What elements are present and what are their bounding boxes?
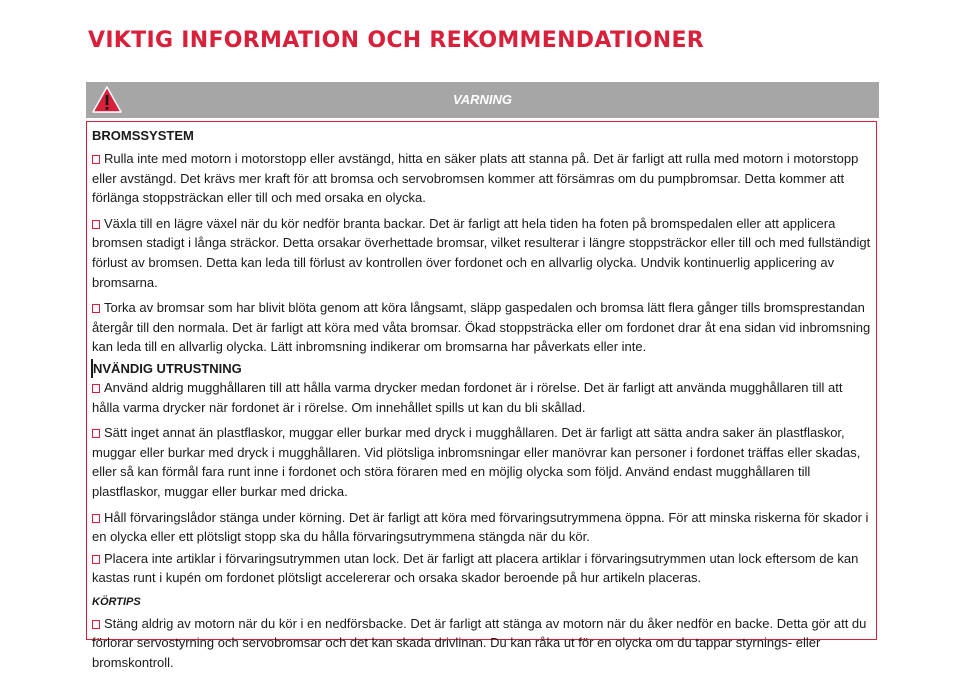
list-item: Torka av bromsar som har blivit blöta genom att köra långsamt, släpp gaspedalen och bromsa lätt flera gånger tills bromsprestandan återgår till den normala. Det är farligt att köra med våta bromsar. Ökad stoppsträcka eller om fordonet drar åt ena sidan vid inbromsning kan leda till en allvarlig olycka. Lätt inbromsning indikerar om bromsarna har påverkats eller inte. bbox=[92, 300, 871, 355]
list-item: Rulla inte med motorn i motorstopp eller avstängd, hitta en säker plats att stanna på. Det är farligt att rulla med motorn i motorstopp eller avstängd. Det krävs mer kraft för att bromsa och servobromsen kommer att försämras om du pumpbromsar. Detta kommer att förlänga stoppsträckan eller till och med orsaka en olycka. bbox=[92, 151, 859, 206]
bullet-square-icon bbox=[92, 620, 100, 629]
section-title-driving: KÖRTIPS bbox=[92, 595, 141, 608]
list-item: Använd aldrig mugghållaren till att hålla varma drycker medan fordonet är i rörelse. Det är farligt att använda mugghållaren till att hålla varma drycker när fordonet är i rörelse. Om innehållet spills ut kan du bli skållad. bbox=[92, 379, 843, 415]
bullet-square-icon bbox=[92, 155, 100, 164]
warning-header bbox=[86, 82, 879, 118]
list-item: Sätt inget annat än plastflaskor, muggar eller burkar med dryck i mugghållaren. Det är farligt att sätta andra saker än plastflaskor, muggar eller burkar med dryck i mugghållaren. Vid plötsliga inbromsningar eller manövrar kan personer i fordonet träffas eller skadas, eller så kan förmål fara runt inne i fordonet och störa föraren med en möjlig olycka som följd. Använd endast mugghållaren till plastflaskor, muggar eller burkar med dricka. bbox=[92, 425, 861, 499]
warning-content bbox=[86, 121, 877, 671]
list-item: Håll förvaringslådor stänga under körning. Det är farligt att köra med förvaringsutrymmena öppna. För att minska riskerna för skador i en olycka eller ett plötsligt stopp ska du hålla förvaringsutrymmena stängda när du kör. bbox=[92, 509, 869, 545]
bullet-square-icon bbox=[92, 555, 100, 564]
list-item: Växla till en lägre växel när du kör nedför branta backar. Det är farligt att hela tiden ha foten på bromspedalen eller att applicera bromsen stadigt i långa sträckor. Detta orsakar överhettade bromsar, vilket resulterar i längre stoppsträckor eller till och med fullständigt förlust av bromsen. Detta kan leda till förlust av kontrollen över fordonet och en allvarlig olycka. Undvik kontinuerlig applicering av bromsarna. bbox=[92, 215, 871, 290]
bullet-square-icon bbox=[92, 429, 100, 438]
section-title-equipment: NVÄNDIG UTRUSTNING bbox=[91, 359, 872, 378]
bullet-square-icon bbox=[92, 384, 100, 393]
section-title-brakes: BROMSSYSTEM bbox=[92, 128, 194, 143]
list-item: Placera inte artiklar i förvaringsutrymmen utan lock. Det är farligt att placera artiklar i förvaringsutrymmen utan lock eftersom de kan kastas runt i kupén om fordonet plötsligt accelererar och orsaka skador beroende på hur artikeln placeras. bbox=[92, 550, 859, 586]
bullet-square-icon bbox=[92, 220, 100, 229]
page-title: VIKTIG INFORMATION OCH REKOMMENDATIONER bbox=[88, 28, 705, 53]
list-item: Stäng aldrig av motorn när du kör i en nedförsbacke. Det är farligt att stänga av motorn när du åker nedför en backe. Detta gör att du förlorar servostyrning och servobromsar och det kan skada drivlinan. Du kan råka ut för en olycka om du tappar styrnings- eller bromskontroll. bbox=[92, 615, 867, 671]
bullet-square-icon bbox=[92, 514, 100, 523]
warning-label: VARNING bbox=[453, 92, 512, 107]
bullet-square-icon bbox=[92, 304, 100, 313]
